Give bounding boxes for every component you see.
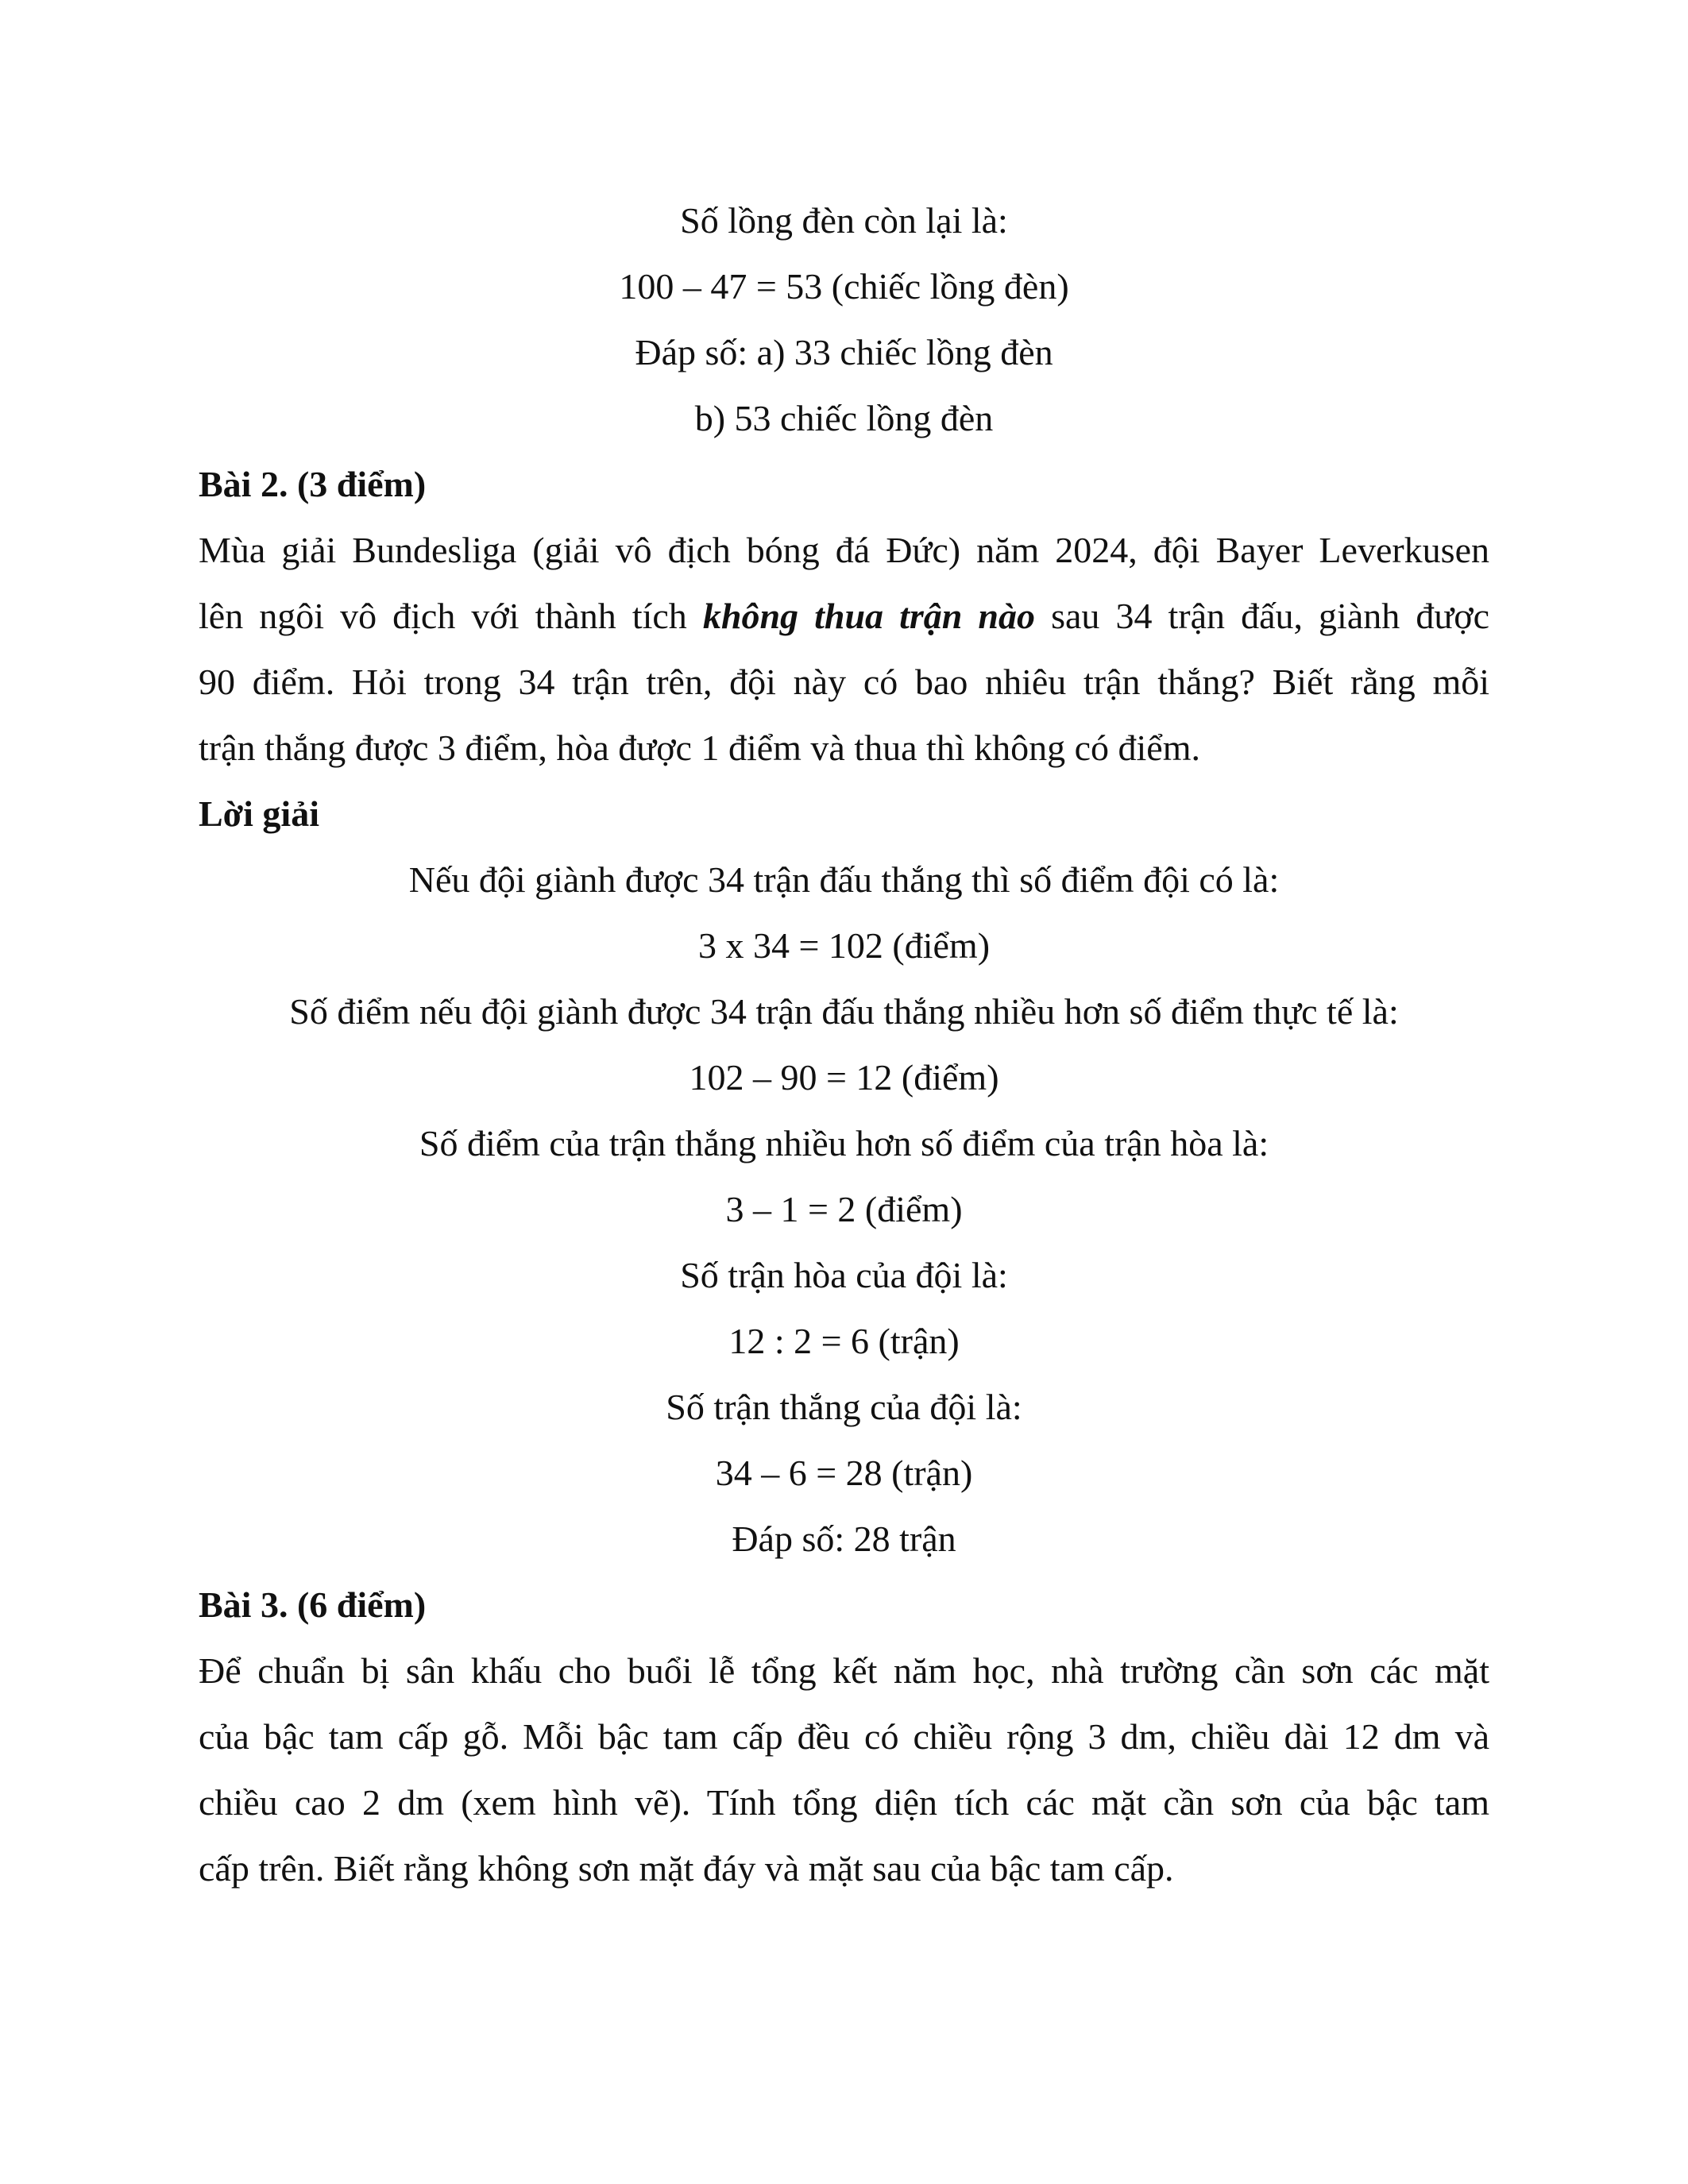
answer-a: Đáp số: a) 33 chiếc lồng đèn [635, 332, 1053, 372]
solution-step: Số trận thắng của đội là: [666, 1387, 1022, 1427]
solution-heading: Lời giải [199, 793, 319, 834]
bai3-paragraph-line-3: chiều cao 2 dm (xem hình vẽ). Tính tổng diện tích các mặt cần sơn của bậc tam [199, 1782, 1489, 1823]
bai2-heading: Bài 2. (3 điểm) [199, 464, 427, 504]
solution-answer: Đáp số: 28 trận [732, 1518, 956, 1559]
bai3-paragraph-line-1: Để chuẩn bị sân khấu cho buổi lễ tổng kết năm học, nhà trường cần sơn các mặt [199, 1650, 1489, 1691]
bai3-paragraph-line-4: cấp trên. Biết rằng không sơn mặt đáy và mặt sau của bậc tam cấp. [199, 1848, 1174, 1889]
bai2-paragraph-line-1: Mùa giải Bundesliga (giải vô địch bóng đá Đức) năm 2024, đội Bayer Leverkusen [199, 530, 1489, 570]
solution-calc: 102 – 90 = 12 (điểm) [689, 1057, 999, 1098]
bai3-paragraph-line-2: của bậc tam cấp gỗ. Mỗi bậc tam cấp đều có chiều rộng 3 dm, chiều dài 12 dm và [199, 1716, 1489, 1757]
remaining-lanterns-calc: 100 – 47 = 53 (chiếc lồng đèn) [619, 266, 1069, 307]
bai2-paragraph-line-2 [199, 592, 1489, 640]
solution-calc: 12 : 2 = 6 (trận) [728, 1321, 960, 1361]
solution-step: Nếu đội giành được 34 trận đấu thắng thì số điểm đội có là: [408, 859, 1280, 900]
solution-step: Số điểm của trận thắng nhiều hơn số điểm của trận hòa là: [419, 1123, 1269, 1163]
bai2-paragraph-line-3: 90 điểm. Hỏi trong 34 trận trên, đội này có bao nhiêu trận thắng? Biết rằng mỗi [199, 662, 1489, 702]
bai2-text-segment: sau 34 trận đấu, giành được [1035, 596, 1489, 636]
bai3-heading: Bài 3. (6 điểm) [199, 1584, 427, 1625]
bai2-text-segment: lên ngôi vô địch với thành tích [199, 596, 703, 636]
solution-step: Số trận hòa của đội là: [680, 1255, 1008, 1295]
bai2-paragraph-line-4: trận thắng được 3 điểm, hòa được 1 điểm và thua thì không có điểm. [199, 727, 1201, 768]
solution-calc: 3 – 1 = 2 (điểm) [725, 1189, 963, 1229]
bai2-emphasis: không thua trận nào [702, 596, 1036, 636]
answer-b: b) 53 chiếc lồng đèn [694, 398, 994, 438]
remaining-lanterns-label: Số lồng đèn còn lại là: [680, 200, 1008, 241]
solution-calc: 3 x 34 = 102 (điểm) [697, 925, 991, 966]
solution-calc: 34 – 6 = 28 (trận) [715, 1453, 973, 1493]
solution-step: Số điểm nếu đội giành được 34 trận đấu thắng nhiều hơn số điểm thực tế là: [289, 991, 1399, 1032]
